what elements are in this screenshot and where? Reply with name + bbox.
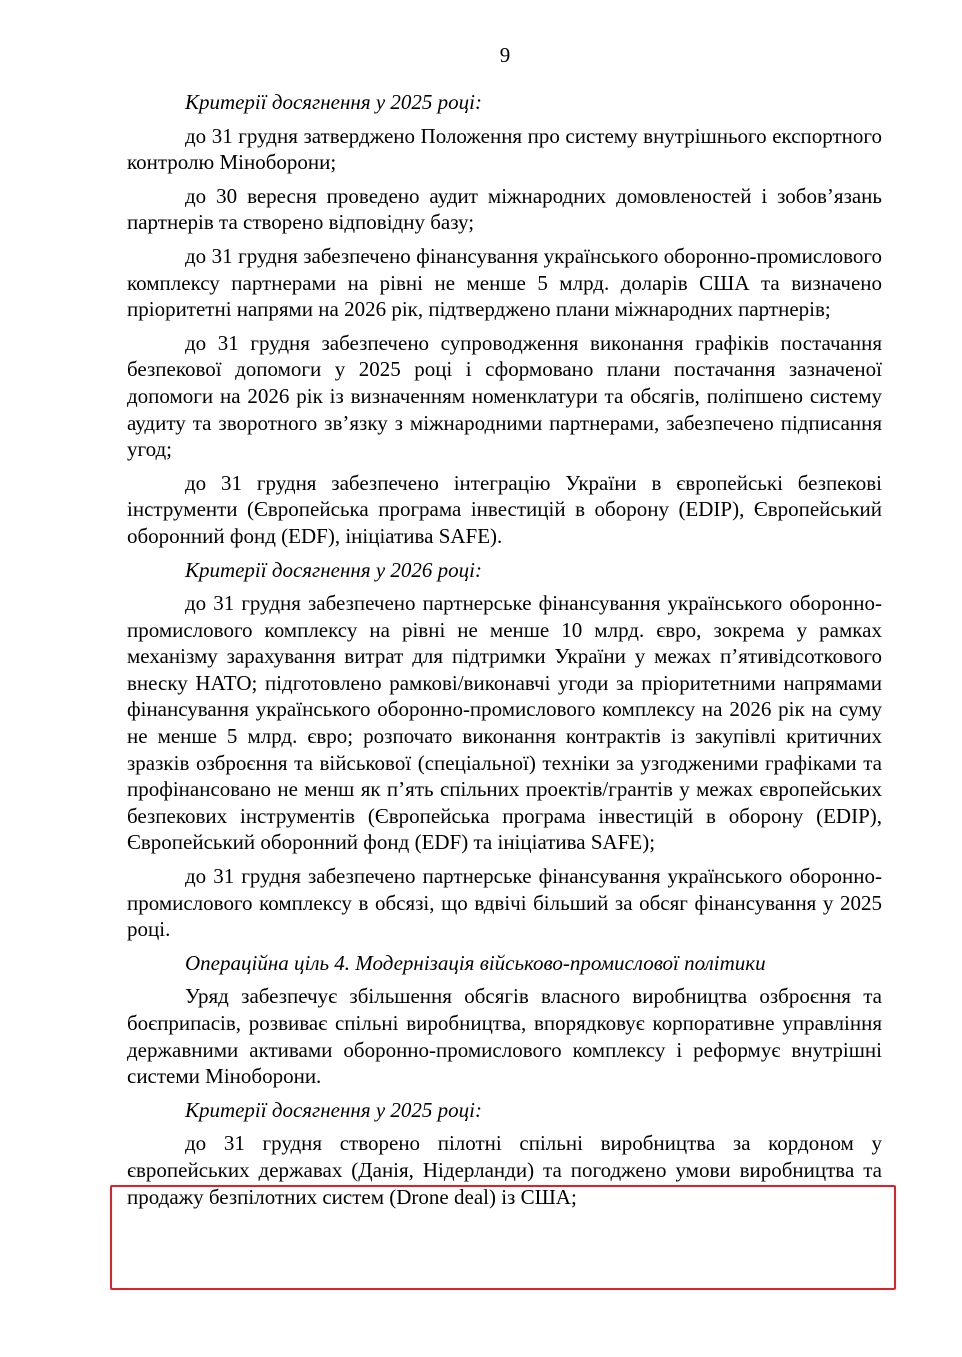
criterion-audit-agreements: до 30 вересня проведено аудит міжнародних домовленостей і зобов’язань партнерів та створено відповідну базу;: [127, 183, 882, 235]
document-body: [127, 89, 882, 1217]
criterion-partner-financing-2025: до 31 грудня забезпечено фінансування українського оборонно-промислового комплексу партнерами на рівні не менше 5 млрд. доларів США та визначено пріоритетні напрями на 2026 рік, підтверджено плани міжнародних партнерів;: [127, 243, 882, 322]
criteria-heading-2025: Критерії досягнення у 2025 році:: [185, 90, 482, 114]
criteria-heading-2025-goal-4: Критерії досягнення у 2025 році:: [185, 1097, 482, 1122]
criteria-heading-2026: Критерії досягнення у 2026 році:: [185, 557, 482, 582]
criterion-export-control: до 31 грудня затверджено Положення про систему внутрішнього експортного контролю Міноборони;: [127, 123, 882, 175]
operational-goal-4-description: Уряд забезпечує збільшення обсягів власного виробництва озброєння та боєприпасів, розвиває спільні виробництва, впорядковує корпоративне управління державними активами оборонно-промислового комплексу і реформує внутрішні системи Міноборони.: [127, 984, 882, 1089]
criterion-partner-financing-2026: до 31 грудня забезпечено партнерське фінансування українського оборонно-промислового комплексу на рівні не менше 10 млрд. євро, зокрема у рамках механізму зарахування витрат для підтримки України у межах п’ятивідсоткового внеску НАТО; підготовлено рамкові/виконавчі угоди за пріоритетними напрямами фінансування українського оборонно-промислового комплексу на 2026 рік на суму не менше 5 млрд. євро; розпочато виконання контрактів із закупівлі критичних зразків озброєння та військової (спеціальної) техніки за узгодженими графіками та профінансовано не менш як п’ять спільних проектів/грантів у межах європейських безпекових інструментів (Європейська програма інвестицій в оборону (EDIP), Європейський оборонний фонд (EDF) та ініціатива SAFE);: [127, 591, 882, 855]
page-number: 9: [499, 43, 511, 67]
criterion-eu-integration: до 31 грудня забезпечено інтеграцію України в європейські безпекові інструменти (Європейська програма інвестицій в оборону (EDIP), Європейський оборонний фонд (EDF), ініціатива SAFE).: [127, 470, 882, 548]
operational-goal-4-heading: Операційна ціль 4. Модернізація військово-промислової політики: [185, 950, 766, 975]
criterion-pilot-joint-production: до 31 грудня створено пілотні спільні виробництва за кордоном у європейських державах (Данія, Нідерланди) та погоджено умови виробництва та продажу безпілотних систем (Drone deal) із США;: [127, 1131, 882, 1209]
criterion-financing-doubled: до 31 грудня забезпечено партнерське фінансування українського оборонно-промислового комплексу в обсязі, що вдвічі більший за обсяг фінансування у 2025 році.: [127, 864, 882, 942]
criterion-security-assistance: до 31 грудня забезпечено супроводження виконання графіків постачання безпекової допомоги у 2025 році і сформовано плани постачання зазначеної допомоги на 2026 рік із визначенням номенклатури та обсягів, поліпшено систему аудиту та зворотного зв’язку з міжнародними партнерами, забезпечено підписання угод;: [127, 330, 882, 462]
highlight-annotation-box: [110, 1185, 896, 1290]
